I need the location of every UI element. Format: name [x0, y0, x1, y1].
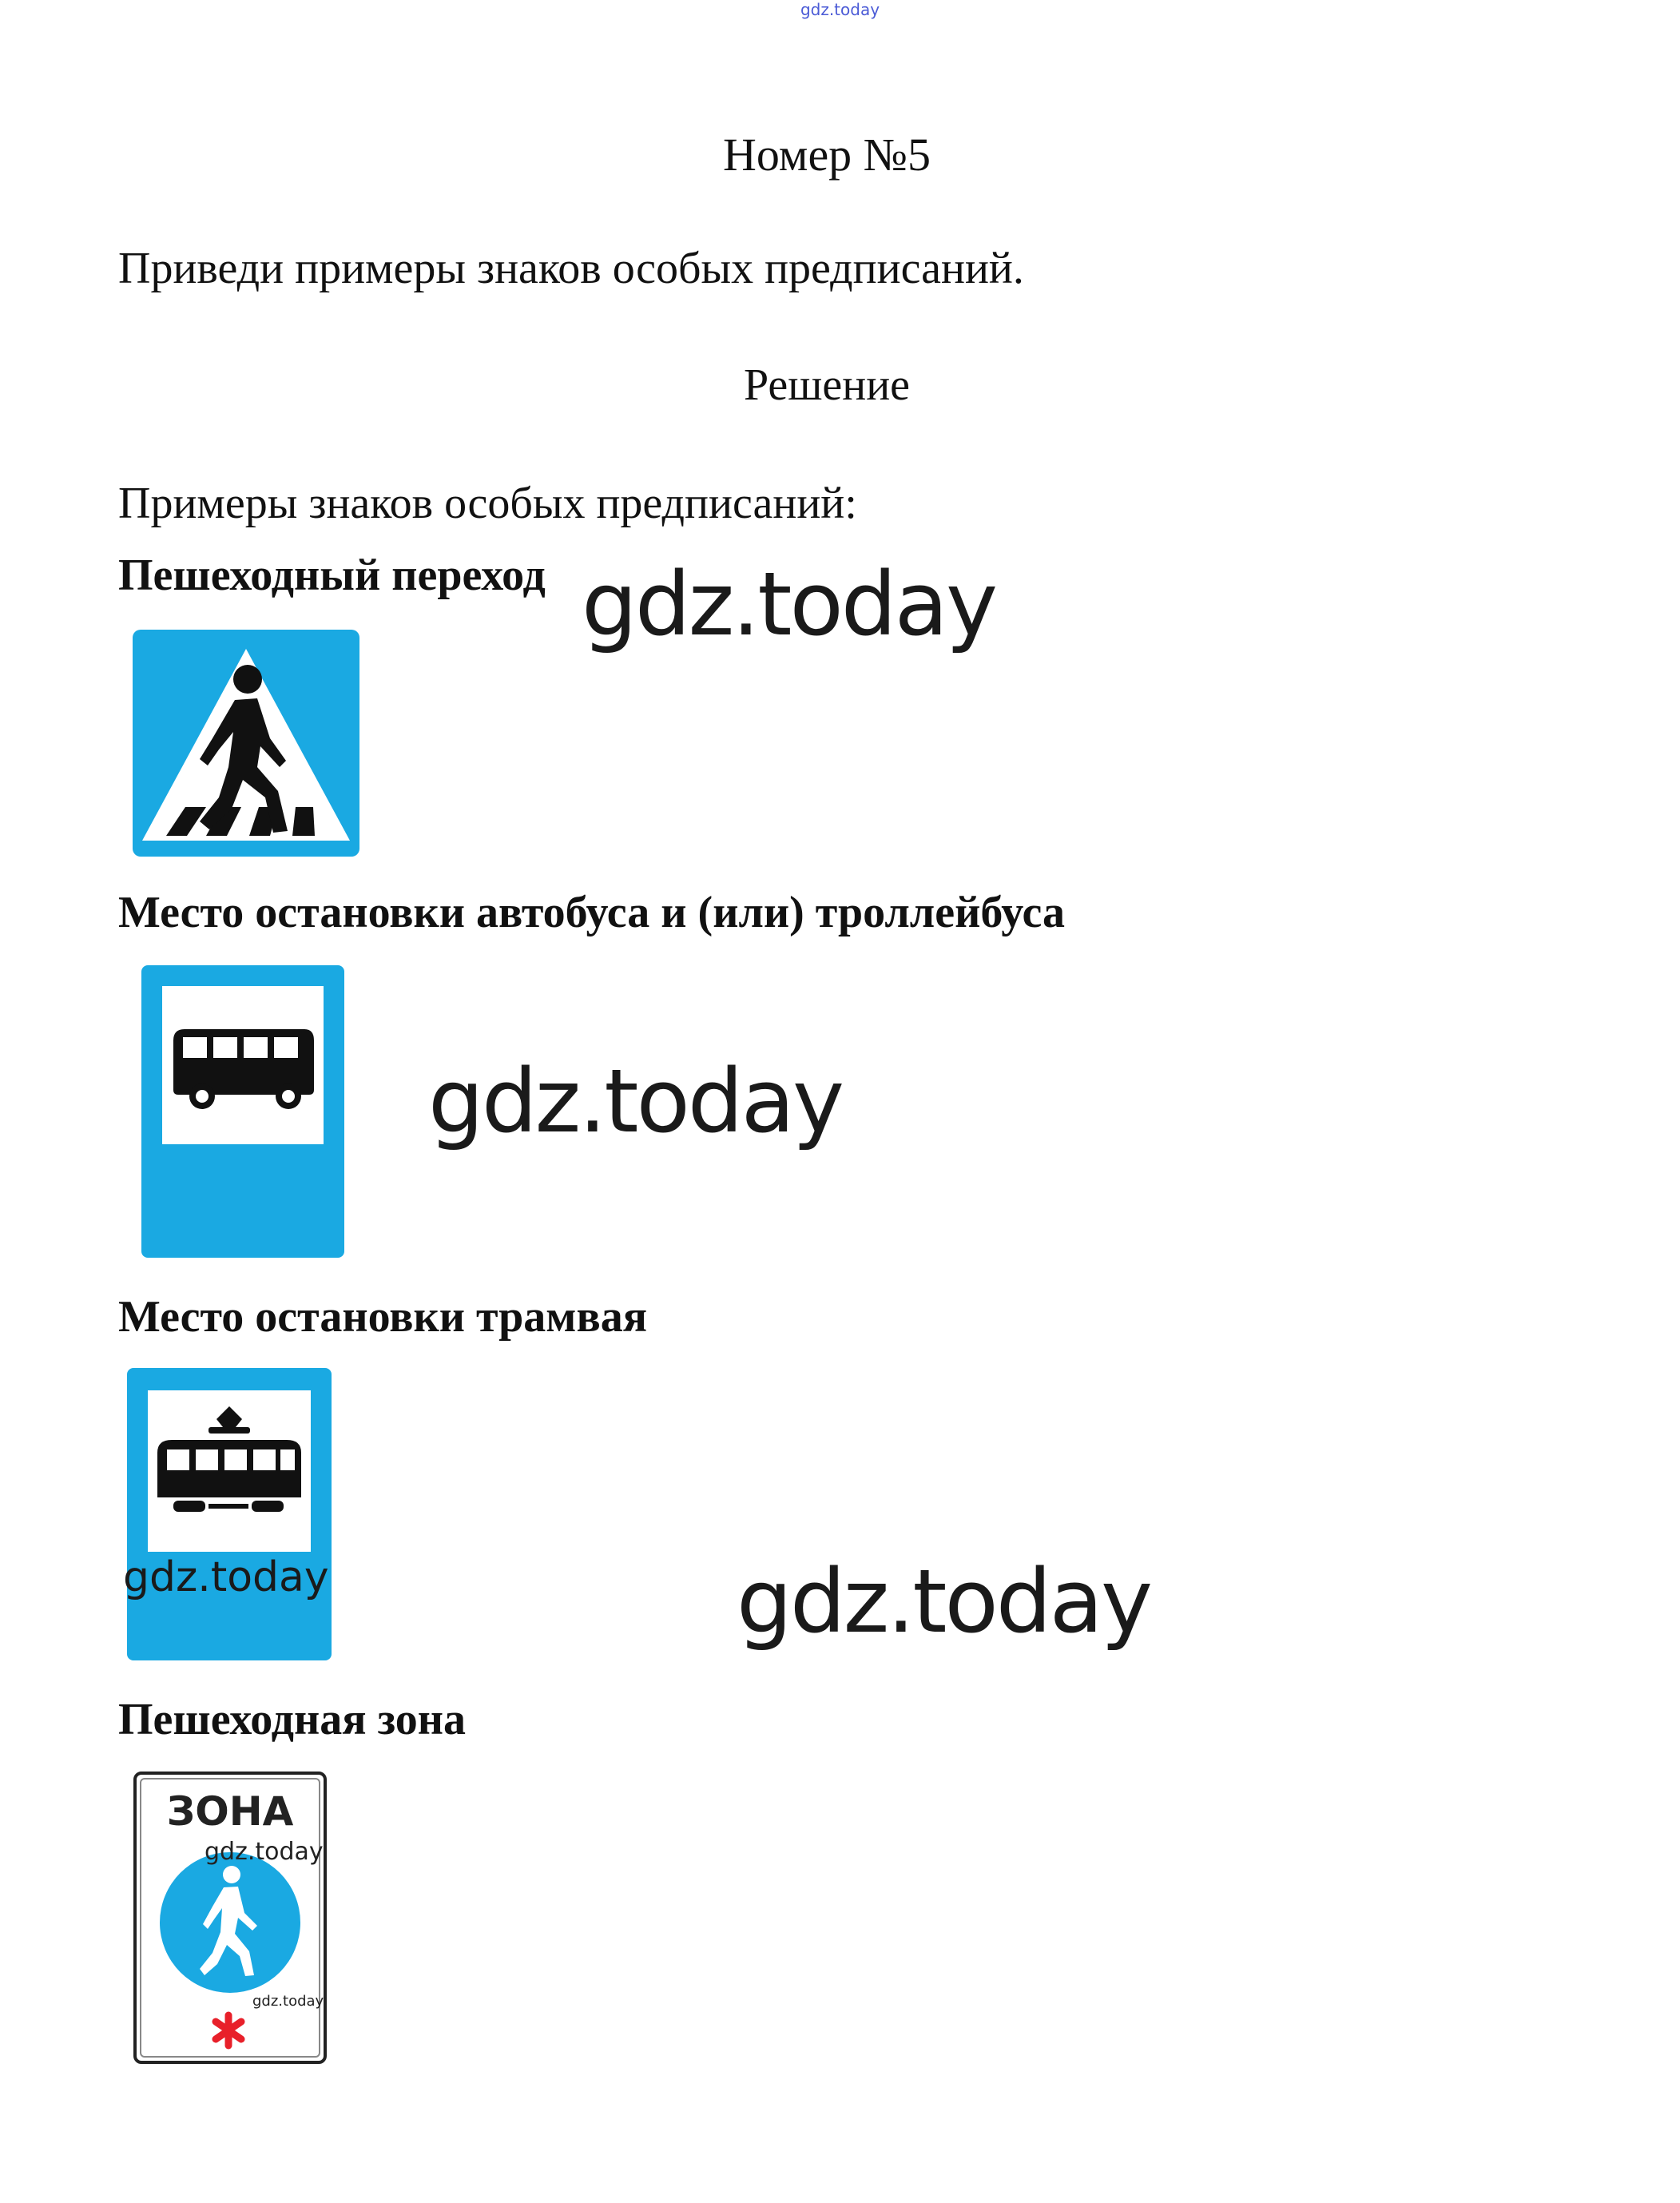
solution-heading: Решение: [743, 360, 911, 410]
question-text: Приведи примеры знаков особых предписаний.: [118, 244, 1024, 293]
watermark: gdz.today: [582, 553, 996, 655]
sign-label-tram-stop: Место остановки трамвая: [118, 1292, 647, 1342]
top-watermark: gdz.today: [800, 0, 880, 19]
watermark: gdz.today: [252, 1993, 324, 2010]
watermark: gdz.today: [123, 1553, 329, 1601]
watermark: gdz.today: [428, 1050, 843, 1152]
sign-label-pedestrian-zone: Пешеходная зона: [118, 1695, 467, 1744]
pedestrian-zone-sign-icon: [133, 1771, 328, 2065]
pedestrian-crossing-sign-icon: [129, 626, 363, 860]
zone-sign-text: ЗОНА: [166, 1788, 294, 1835]
page-title: Номер №5: [722, 129, 931, 181]
watermark: gdz.today: [205, 1838, 324, 1866]
watermark: gdz.today: [737, 1550, 1151, 1652]
intro-text: Примеры знаков особых предписаний:: [118, 479, 857, 528]
bus-stop-sign-icon: [140, 964, 346, 1259]
sign-label-bus-stop: Место остановки автобуса и (или) троллейбуса: [118, 888, 1066, 937]
tram-stop-sign-icon: [125, 1366, 333, 1662]
sign-label-pedestrian-crossing: Пешеходный переход: [118, 551, 546, 600]
